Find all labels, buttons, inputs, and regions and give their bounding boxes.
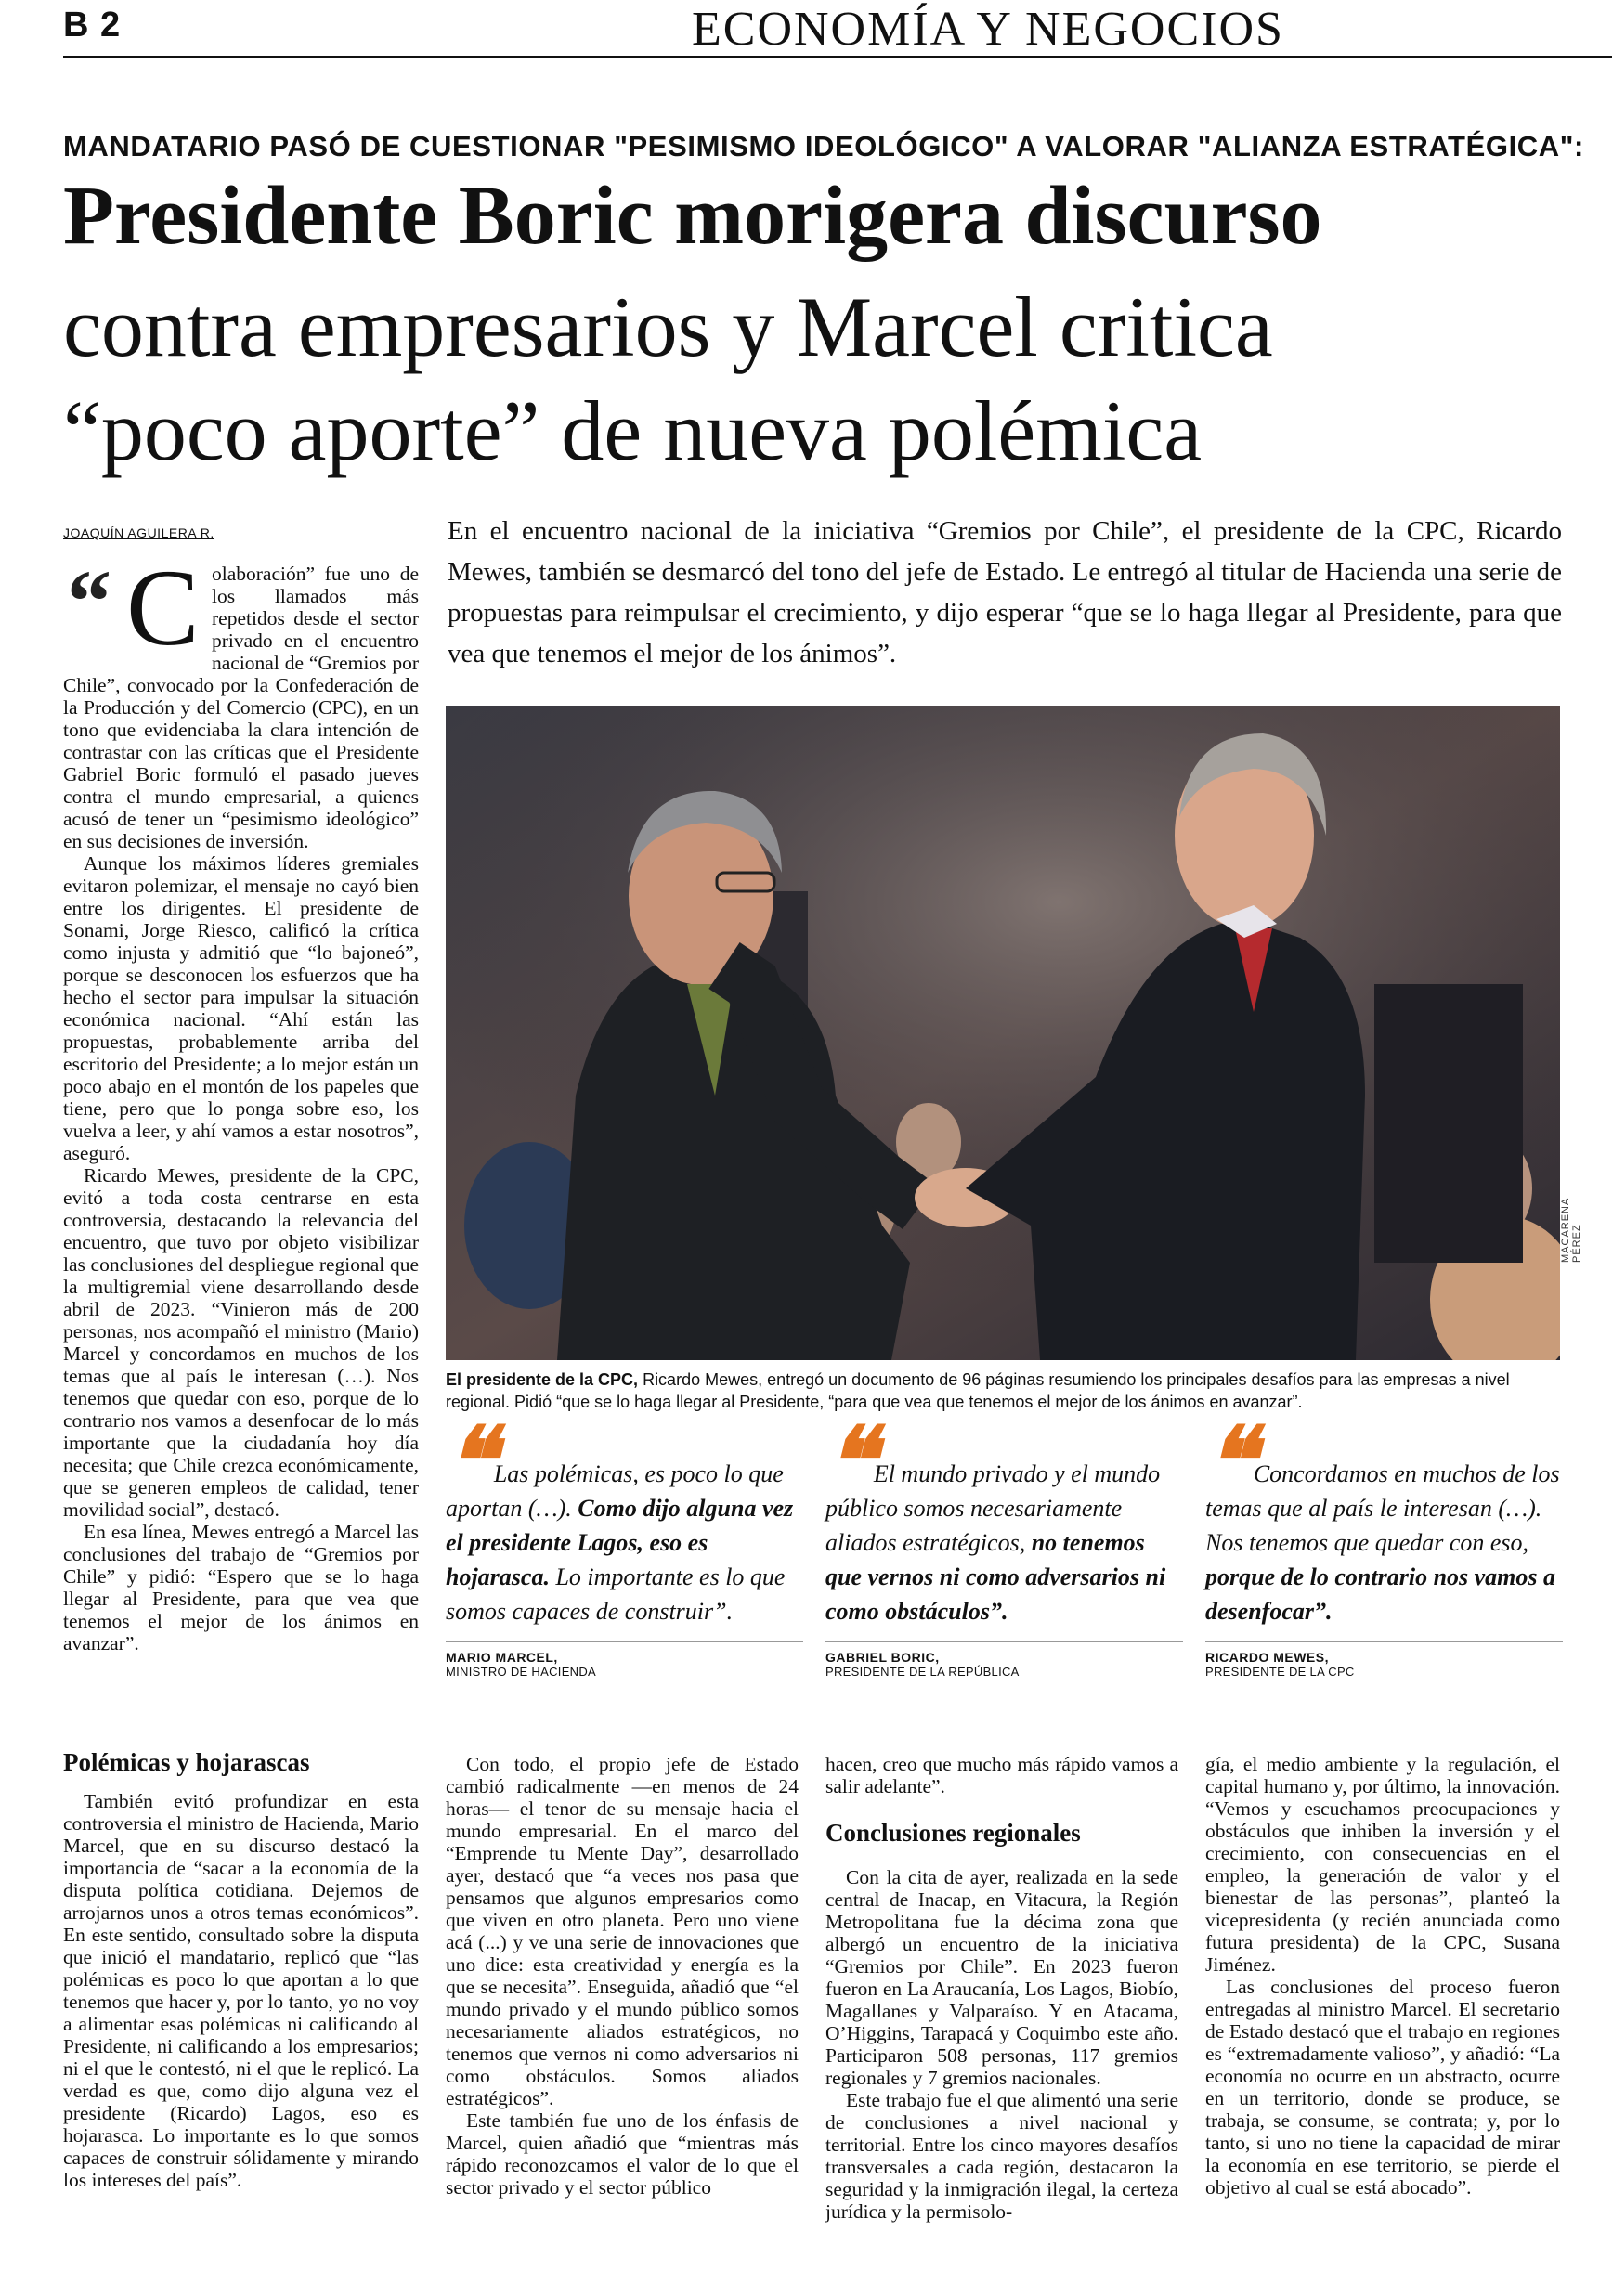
quote-text-bold: no tenemos que vernos ni como adversarios ni como obstáculos”.	[826, 1529, 1166, 1625]
body-paragraph: Con todo, el propio jefe de Estado cambió radicalmente —en menos de 24 horas— el tenor de su mensaje hacia el mundo empresarial. En el marco del “Emprende tu Mente Day”, desarrollado ayer, destacó que “a veces nos pasa que pensamos que algunos empresarios como que viven en otro planeta. Pero uno viene acá (...) y ve una serie de innovaciones que uno dice: esta creatividad y energía es la que se necesita”. Enseguida, añadió que “el mundo privado y el mundo público somos necesariamente aliados estratégicos, no tenemos que vernos ni como adversarios ni como obstáculos. Somos aliados estratégicos”.	[446, 1753, 799, 2109]
byline: JOAQUÍN AGUILERA R.	[63, 525, 214, 540]
pull-quote-mewes	[1205, 1410, 1563, 1679]
body-paragraph: Con la cita de ayer, realizada en la sede central de Inacap, en Vitacura, la Región Metropolitana fue la décima zona que albergó un encuentro de la iniciativa “Gremios por Chile”. En 2023 fueron fueron en La Araucanía, Los Lagos, Biobío, Magallanes y Valparaíso. Y en Atacama, O’Higgins, Tarapacá y Coquimbo este año. Participaron 508 personas, 117 gremios regionales y 7 gremios nacionales.	[826, 1866, 1178, 2089]
quote-mark-icon: ❝	[826, 1410, 868, 1513]
body-paragraph: Ricardo Mewes, presidente de la CPC, evitó a toda costa centrarse en esta controversia, destacando la relevancia del encuentro, que tuvo por objeto visibilizar las conclusiones del despliegue regional que la multigremial viene desarrollando desde abril de 2023. “Vinieron más de 200 personas, nos acompañó el ministro (Mario) Marcel y concordamos en muchos de los temas que al país le interesan (…). Nos tenemos que quedar con eso, porque de lo contrario nos vamos a desenfocar de lo más importante que la ciudadanía hoy día necesita; que Chile crezca económicamente, que se generen empleos de calidad, tener movilidad social”, destacó.	[63, 1164, 419, 1521]
photo-credit: MACARENA PÉREZ	[1560, 1198, 1582, 1263]
body-paragraph: hacen, creo que mucho más rápido vamos a salir adelante”.	[826, 1753, 1178, 1797]
quote-mark-icon: ❝	[446, 1410, 488, 1513]
quote-author: MARIO MARCEL,	[446, 1650, 558, 1665]
section-title: ECONOMÍA Y NEGOCIOS	[692, 3, 1284, 56]
quote-author: RICARDO MEWES,	[1205, 1650, 1329, 1665]
body-paragraph: olaboración” fue uno de los llamados más repetidos desde el sector privado en el encuentro nacional de “Gremios por Chile”, convocado por la Confederación de la Producción y del Comercio (CPC), en un tono que evidenciaba la clara intención de contrastar con las críticas que el Presidente Gabriel Boric formuló el pasado jueves contra el mundo empresarial, a quienes acusó de tener un “pesimismo ideológico” en sus decisiones de inversión.	[63, 563, 419, 852]
article-column-3	[826, 1753, 1178, 2223]
news-photo	[446, 706, 1560, 1360]
body-paragraph: Las conclusiones del proceso fueron entregadas al ministro Marcel. El secretario de Estado destacó que el trabajo en regiones es “extremadamente valioso”, y añadió: “La economía no ocurre en un abstracto, ocurre en un territorio, donde se produce, se trabaja, se consume, se contrata; y, por lo tanto, si uno no tiene la capacidad de mirar la economía en ese territorio, se pierde el objetivo al cual se está abocado”.	[1205, 1976, 1560, 2199]
headline-line-3: “poco aporte” de nueva polémica	[63, 383, 1202, 478]
lead-paragraph: En el encuentro nacional de la iniciativa “Gremios por Chile”, el presidente de la CPC, Ricardo Mewes, también se desmarcó del tono del jefe de Estado. Le entregó al titular de Hacienda una serie de propuestas para reimpulsar el crecimiento, y dijo esperar “que se lo haga llegar al Presidente, para que vea que tenemos el mejor de los ánimos”.	[448, 516, 1562, 668]
article-column-4	[1205, 1753, 1560, 2199]
quote-text-bold: Como dijo alguna vez el presidente Lagos, eso es hojarasca.	[446, 1495, 794, 1590]
quote-rule	[826, 1641, 1183, 1642]
dropcap-letter: C	[126, 547, 200, 668]
article-column-1b	[63, 1790, 419, 2191]
headline-line-1: Presidente Boric morigera discurso	[63, 170, 1322, 262]
article-column-1	[63, 563, 419, 1654]
pull-quote-marcel	[446, 1410, 803, 1679]
body-paragraph: Este trabajo fue el que alimentó una serie de conclusiones a nivel nacional y territorial. Entre los cinco mayores desafíos transversales a cada región, destacaron la seguridad y la inmigración ilegal, la certeza jurídica y la permisolo-	[826, 2089, 1178, 2223]
quote-text: Lo importante es lo que somos capaces de construir”.	[446, 1563, 786, 1625]
quote-text: Las polémicas, es poco lo que aportan (…).	[446, 1460, 784, 1522]
caption-text: Ricardo Mewes, entregó un documento de 96 páginas resumiendo los principales desafíos para las empresas a nivel regional. Pidió “que se lo haga llegar al Presidente, “para que vea que tenemos el mejor de los ánimos en avanzar”.	[446, 1370, 1510, 1411]
dropcap-spacer	[63, 563, 212, 663]
header-rule	[63, 56, 1612, 58]
quote-author-role: PRESIDENTE DE LA REPÚBLICA	[826, 1665, 1020, 1679]
quote-rule	[1205, 1641, 1563, 1642]
handshake-photo	[446, 706, 1560, 1360]
subhead-polemicas: Polémicas y hojarascas	[63, 1748, 310, 1776]
caption-lead: El presidente de la CPC,	[446, 1370, 639, 1389]
body-paragraph: También evitó profundizar en esta controversia el ministro de Hacienda, Mario Marcel, que en su discurso destacó la importancia de “sacar a la economía de la disputa política cotidiana. Dejemos de arrojarnos unos a otros temas económicos”. En este sentido, consultado sobre la disputa que inició el mandatario, replicó que “las polémicas es poco lo que aportan a lo que tenemos que hacer y, por lo tanto, yo no voy a alimentar esas polémicas ni calificando al Presidente, ni calificando a los empresarios; ni el que le contestó, ni el que le replicó. La verdad es que, como dijo alguna vez el presidente (Ricardo) Lagos, eso es hojarasca. Lo importante es lo que somos capaces de construir sólidamente y mirando los intereses del país”.	[63, 1790, 419, 2191]
pull-quote-boric	[826, 1410, 1183, 1679]
headline-line-2: contra empresarios y Marcel critica	[63, 279, 1273, 374]
body-paragraph: Aunque los máximos líderes gremiales evitaron polemizar, el mensaje no cayó bien entre los dirigentes. El presidente de Sonami, Jorge Riesco, calificó la crítica como injusta y admitió que “lo bajoneó”, porque se desconocen los esfuerzos que ha hecho el sector para impulsar la situación económica nacional. “Ahí están las propuestas, probablemente arriba del escritorio del Presidente; a lo mejor están un poco abajo en el montón de los papeles que tiene, pero que lo ponga sobre eso, los vuelva a leer, y ahí vamos a estar nosotros”, aseguró.	[63, 852, 419, 1164]
article-column-2	[446, 1753, 799, 2199]
quote-author-role: MINISTRO DE HACIENDA	[446, 1665, 597, 1679]
kicker: MANDATARIO PASÓ DE CUESTIONAR "PESIMISMO IDEOLÓGICO" A VALORAR "ALIANZA ESTRATÉGICA":	[63, 130, 1584, 162]
photo-caption	[446, 1369, 1560, 1413]
subhead-conclusiones: Conclusiones regionales	[826, 1819, 1081, 1847]
body-paragraph: En esa línea, Mewes entregó a Marcel las conclusiones del trabajo de “Gremios por Chile” y pidió: “Espero que se lo haga llegar al Presidente, para que vea que tenemos el mejor de los ánimos en avanzar”.	[63, 1521, 419, 1654]
page-number: B 2	[63, 6, 122, 45]
quote-mark-icon: ❝	[1205, 1410, 1248, 1513]
quote-author: GABRIEL BORIC,	[826, 1650, 940, 1665]
quote-text: Concordamos en muchos de los temas que al país le interesan (…). Nos tenemos que quedar con eso,	[1205, 1460, 1560, 1556]
dropcap-quote: “	[67, 551, 111, 651]
quote-rule	[446, 1641, 803, 1642]
body-paragraph: gía, el medio ambiente y la regulación, el capital humano y, por último, la innovación. “Vemos y escuchamos preocupaciones y obstáculos que inhiben la inversión y el crecimiento, con consecuencias en el empleo, la generación de valor y el bienestar de las personas”, planteó la vicepresidenta (y recién anunciada como futura presidenta) de la CPC, Susana Jiménez.	[1205, 1753, 1560, 1976]
quote-text: El mundo privado y el mundo público somos necesariamente aliados estratégicos,	[826, 1460, 1161, 1556]
quote-author-role: PRESIDENTE DE LA CPC	[1205, 1665, 1355, 1679]
body-paragraph: Este también fue uno de los énfasis de Marcel, quien añadió que “mientras más rápido reconozcamos el valor de lo que el sector privado y el sector público	[446, 2109, 799, 2199]
quote-text-bold: porque de lo contrario nos vamos a desenfocar”.	[1205, 1563, 1556, 1625]
